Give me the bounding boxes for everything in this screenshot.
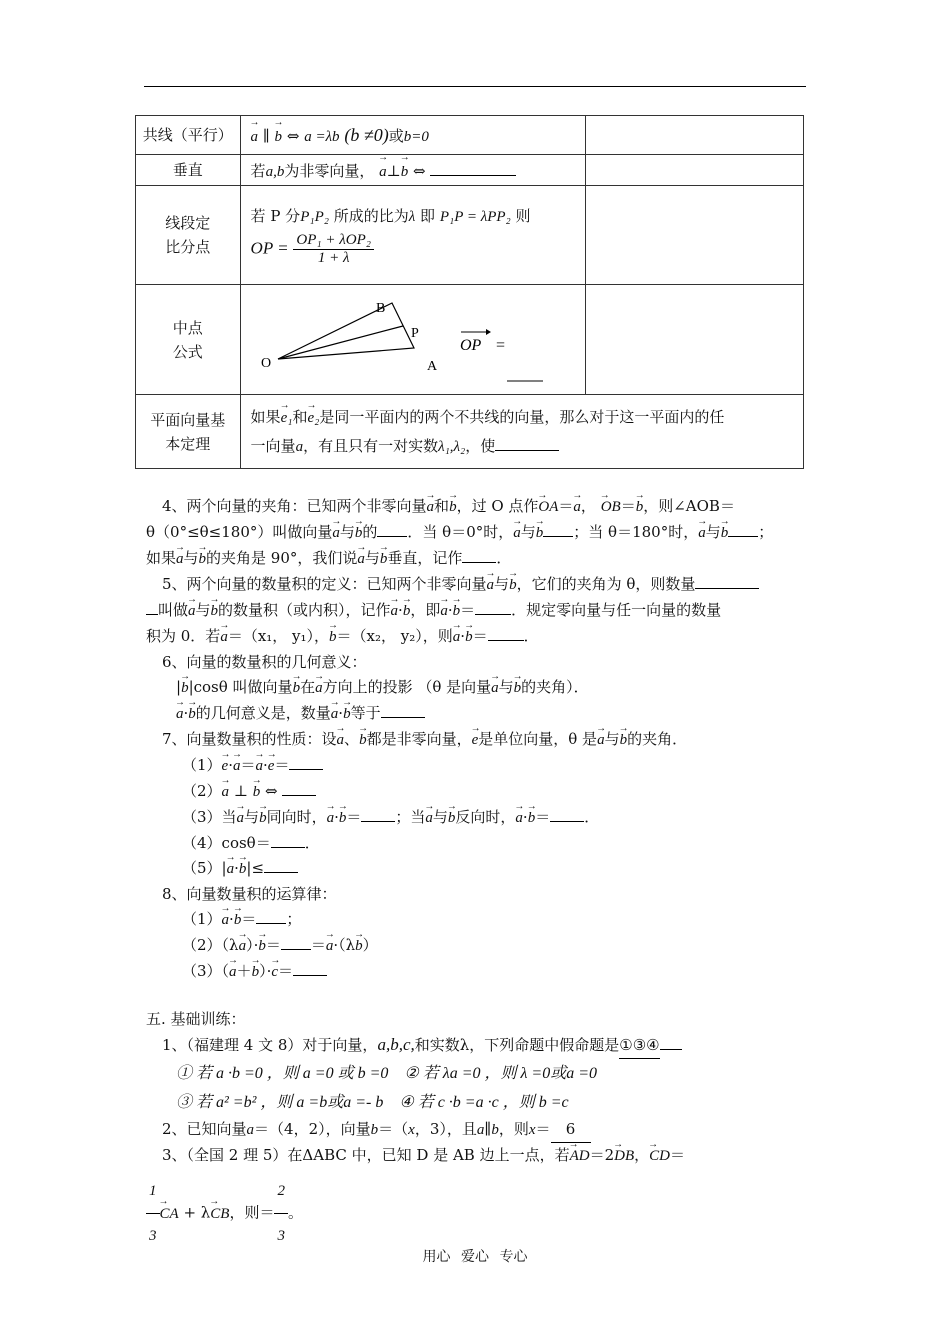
ratio-fraction: $\frac{\text{OP₁ + λOP₂}}{1 + \lambda}$ [293,232,374,267]
item-6: 6、向量的数量积的几何意义： [162,653,367,671]
table-row [136,155,804,186]
midpoint-cell [240,285,586,395]
blank-cell [586,186,804,285]
item-5-cont2: 积为 0．若→ a＝（x₁， y₁），→ b＝（x₂， y₂），则→ a·→ b＝ ． [146,624,808,650]
item-4-cont2: 如果→ a与→ b的夹角是 90°，我们说→ a与→ b垂直，记作 ． [146,546,808,572]
theory-section [146,494,808,1258]
exercise-3-cont: $\frac{1}{3}$ → CA + λ→ CB，则＝ $\frac{2}{3}$ 。 [146,1169,808,1258]
item-8: 8、向量数量积的运算律： [162,885,337,903]
perpendicular-formula: 若a,b为非零向量， → a⊥→ b ⇔ [240,155,586,186]
item-5-cont: 叫做→ a与→ b的数量积（或内积），记作→ a·→ b，即→ a·→ b＝ ．规定零向量与任一向量的数量 [146,598,808,624]
row-label: 线段定 比分点 [136,186,241,285]
triangle-outline [278,300,414,359]
table-row [136,116,804,155]
answer-text: 6 [551,1117,591,1143]
item-6-line2: → a·→ b的几何意义是，数量→ a·→ b等于 [146,701,808,727]
point-p-label: P [410,325,419,341]
op-equals: = [495,336,505,354]
row-label: 中点 公式 [136,285,241,395]
parallel-formula: → a ∥ → b ⇔ a =λb (b ≠0)或b=0 [240,116,586,155]
item-6-line1: |→ b|cosθ 叫做向量→ b在→ a方向上的投影 （θ 是向量→ a与→ b的夹角）． [146,675,808,701]
blank-cell [586,116,804,155]
section-ratio-formula: 若 P 分P₁P₂ 所成的比为λ 即 P₁P = λPP₂ 则 OP = $\frac{\text{OP₁ + λOP₂}}{1 + \lambda}$ [240,186,586,285]
answer-blank [495,450,559,451]
page-footer: 用心 爱心 专心 [422,1249,528,1265]
vector-arrow-head [486,329,491,335]
basis-theorem-text: 如果→ e₁和→ e₂是同一平面内的两个不共线的向量，那么对于这一平面内的任 一向量a，有且只有一对实数λ₁,λ₂，使 [240,395,803,469]
item-7-5: （5）|→ a·→ b|≤ [146,856,808,882]
exercise-2: 2、已知向量a＝（4，2），向量b＝（x，3），且a∥b，则x＝ 6 [146,1117,808,1143]
point-o-label: O [260,355,271,371]
item-7: 7、向量数量积的性质：设→ a、→ b都是非零向量，→ e是单位向量，θ 是→ a与→ b的夹角． [146,727,808,753]
item-8-1: （1）→ a·→ b＝ ； [146,907,808,933]
exercise-title: 五. 基础训练： [146,1010,246,1028]
fraction-one-third: $\frac{1}{3}$ [146,1169,160,1258]
formula-table [135,115,804,469]
item-7-4: （4）cosθ＝ ． [182,834,320,852]
exercise-1-options-a: ① 若 a ·b =0 ，则 a =0 或 b =0 ② 若 λa =0 ，则 λ =0或a =0 [176,1065,598,1082]
table-row [136,186,804,285]
row-label: 平面向量基 本定理 [136,395,241,469]
table-row [136,285,804,395]
point-a-label: A [426,358,437,374]
item-7-3: （3）当→ a与→ b同向时，→ a·→ b＝ ；当→ a与→ b反向时，→ a·→ b＝ ． [146,805,808,831]
fraction-two-thirds: $\frac{2}{3}$ [274,1169,288,1258]
row-label: 垂直 [136,155,241,186]
answer-text: ①③④ [619,1033,659,1059]
exercise-1-options-b: ③ 若 a² =b² ，则 a =b或a =- b ④ 若 c ·b =a ·c ，则 b =c [176,1094,569,1111]
item-7-2: （2）→ a ⊥ → b ⇔ [146,779,808,805]
answer-blank [430,175,516,176]
table-row [136,395,804,469]
triangle-diagram [241,286,576,394]
item-8-2: （2）（λ→ a）·→ b＝ ＝→ a·（λ→ b） [146,933,808,959]
item-4: 4、两个向量的夹角：已知两个非零向量→ a和→ b，过 O 点作→ OA＝→ a， → OB＝→ b，则∠AOB＝ [146,494,808,520]
header-rule [144,86,806,87]
exercise-1: 1、（福建理 4 文 8）对于向量，a,b,c,和实数λ，下列命题中假命题是①③④ [146,1032,808,1059]
blank-cell [586,155,804,186]
item-4-cont: θ（0°≤θ≤180°）叫做向量→ a与→ b的 ．当 θ＝0°时，→ a与→ b ；当 θ＝180°时，→ a与→ b ； [146,520,808,546]
blank-cell [586,285,804,395]
item-7-1: （1）→ e·→ a＝→ a·→ e＝ [146,753,808,779]
item-8-3: （3）（→ a＋→ b）·→ c＝ [146,959,808,985]
row-label: 共线（平行） [136,116,241,155]
point-b-label: B [375,300,385,316]
op-label: OP [459,336,481,354]
exercise-3: 3、（全国 2 理 5）在ΔABC 中，已知 D 是 AB 边上一点，若→ AD＝2→ DB，→ CD＝ [146,1143,808,1169]
item-5: 5、两个向量的数量积的定义：已知两个非零向量→ a与→ b，它们的夹角为 θ，则数量 [146,572,808,598]
